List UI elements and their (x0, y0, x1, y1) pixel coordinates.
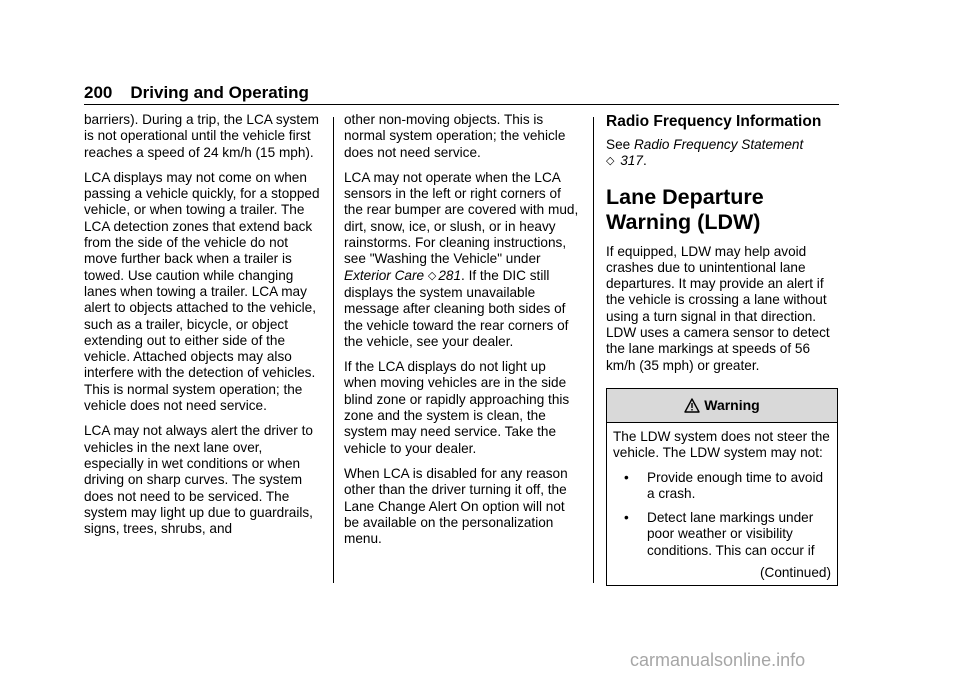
paragraph: If equipped, LDW may help avoid crashes due to unintentional lane departures. It may provide an alert if the vehicle is crossing a lane without using a turn signal in that direction. LDW uses a camera sensor to detect the lane markings at speeds of 56 km/h (35 mph) or greater. (606, 243, 830, 373)
paragraph: LCA may not operate when the LCA sensors in the left or right corners of the rear bumper are covered with mud, dirt, snow, ice, or slush, or in heavy rainstorms. For cleaning instructions, see "Washing the Vehicle" under Exterior Care ◇ 281. If the DIC still displays the system unavailable message after cleaning both sides of the vehicle toward the rear corners of the vehicle, see your dealer. (344, 169, 579, 349)
column-3 (606, 112, 841, 586)
page-reference-number: 317 (620, 153, 643, 169)
continued-label: (Continued) (759, 565, 831, 581)
warning-intro: The LDW system does not steer the vehicle. The LDW system may not: (613, 428, 830, 461)
section-title: Driving and Operating (130, 83, 309, 102)
page-reference-icon: ◇ (427, 269, 437, 282)
bullet: • (624, 510, 629, 526)
section-heading-ldw: Lane Departure Warning (LDW) (606, 184, 764, 234)
warning-box (606, 388, 838, 586)
cross-reference-link[interactable]: Exterior Care (344, 267, 425, 283)
page-header (84, 83, 309, 103)
paragraph: See Radio Frequency Statement ◇ 317. (606, 137, 804, 169)
header-rule (84, 104, 839, 105)
list-item: • Detect lane markings under poor weather or visibility conditions. This can occur if (624, 510, 815, 558)
warning-icon (684, 398, 700, 413)
page-number: 200 (84, 83, 113, 102)
warning-header (607, 389, 837, 423)
column-2 (344, 112, 580, 547)
warning-list (613, 470, 831, 559)
paragraph: LCA displays may not come on when passing a vehicle quickly, for a stopped vehicle, or when towing a trailer. The LCA detection zones that extend back from the side of the vehicle do not move further back when a trailer is towed. Use caution while changing lanes when towing a trailer. LCA may alert to objects attached to the vehicle, such as a trailer, bicycle, or object extending out to either side of the vehicle. Attached objects may also interfere with the detection of vehicles. This is normal system operation; the vehicle does not need service. (84, 169, 320, 414)
bullet: • (624, 469, 629, 485)
page-reference-number: 281 (438, 267, 462, 283)
paragraph: If the LCA displays do not light up when moving vehicles are in the side blind zone or rapidly approaching this zone and the system is clean, the system may need service. Take the vehicle to your dealer. (344, 359, 570, 456)
list-item: • Provide enough time to avoid a crash. (624, 469, 824, 501)
section-heading-radio: Radio Frequency Information (606, 113, 822, 130)
column-divider-1 (333, 117, 334, 583)
warning-body (607, 423, 837, 585)
warning-title: Warning (704, 397, 760, 414)
cross-reference-link[interactable]: Radio Frequency Statement (633, 137, 804, 152)
page-reference-icon: ◇ (606, 155, 615, 168)
watermark: carmanualsonline.info (630, 650, 806, 670)
paragraph: other non-moving objects. This is normal system operation; the vehicle does not need service. (344, 112, 566, 160)
paragraph: barriers). During a trip, the LCA system is not operational until the vehicle first reaches a speed of 24 km/h (15 mph). (84, 112, 319, 160)
paragraph: When LCA is disabled for any reason other than the driver turning it off, the Lane Change Alert On option will not be available on the personalization menu. (344, 465, 568, 547)
column-1 (84, 112, 324, 537)
paragraph: LCA may not always alert the driver to vehicles in the next lane over, especially in wet conditions or when driving on sharp curves. The system does not need to be serviced. The system may light up due to guardrails, signs, trees, shrubs, and (84, 423, 313, 537)
column-divider-2 (593, 117, 594, 583)
